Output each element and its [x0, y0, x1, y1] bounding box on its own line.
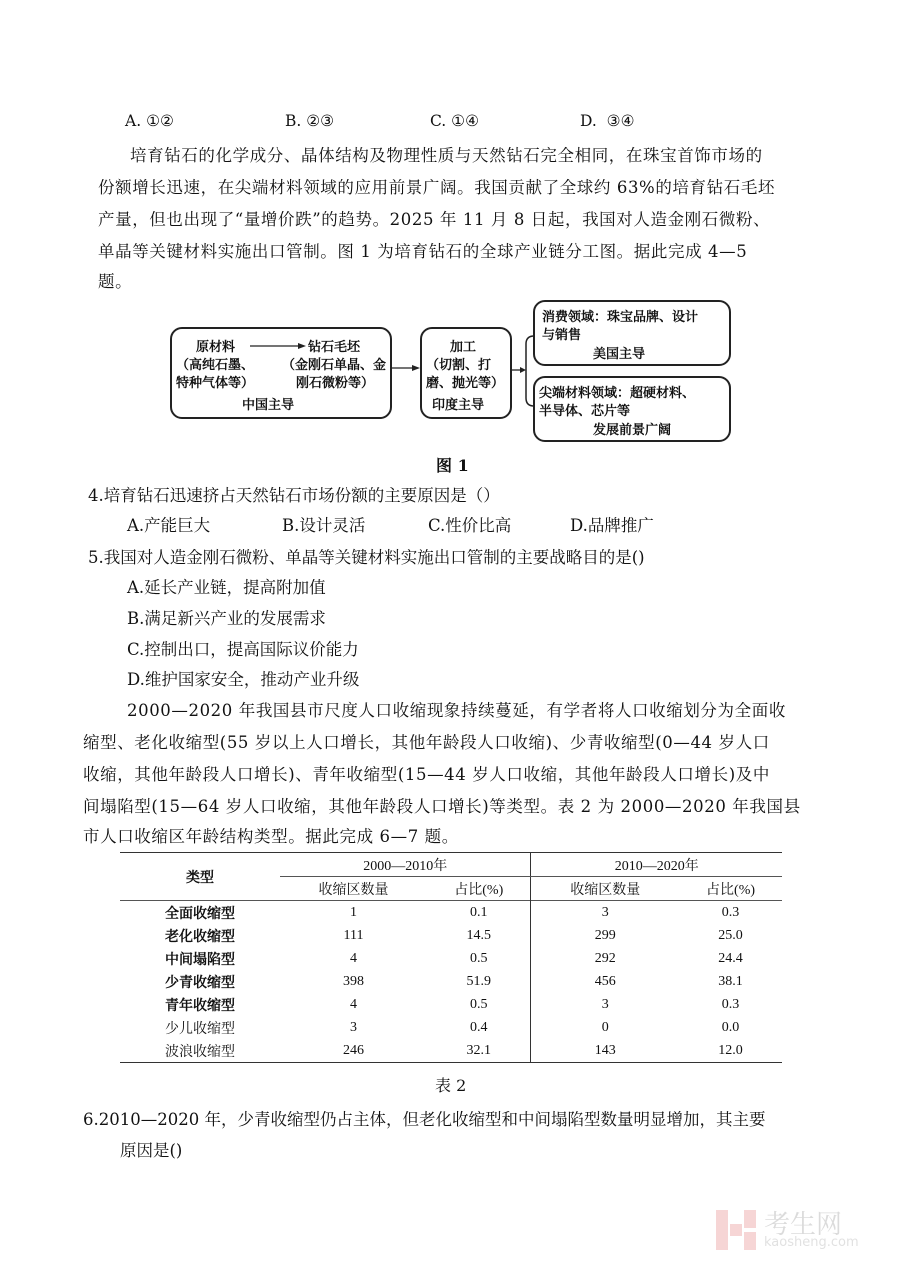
table-row: [120, 901, 782, 925]
consumer-label: 与销售: [542, 328, 582, 343]
processing-detail: 磨、抛光等）: [426, 376, 505, 391]
q3-option-d[interactable]: D. ③④: [580, 112, 635, 130]
hightech-prospect-label: 发展前景广阔: [593, 423, 672, 438]
cell-count: 292: [594, 950, 616, 966]
row-type: 波浪收缩型: [165, 1043, 235, 1060]
cell-percent: 51.9: [427, 970, 531, 993]
option-c[interactable]: C.控制出口，提高国际议价能力: [127, 640, 359, 659]
passage-line: 题。: [98, 272, 133, 291]
cell-percent: 0.5: [427, 993, 531, 1016]
cell-count: 143: [594, 1042, 616, 1058]
diamond-blank-detail: （金刚石单晶、金: [282, 358, 387, 373]
passage-line: 单晶等关键材料实施出口管制。图 1 为培育钻石的全球产业链分工图。据此完成 4—5: [98, 242, 748, 261]
table-caption: 表 2: [435, 1076, 467, 1095]
cell-percent: 0.3: [721, 904, 740, 920]
table-2: [120, 852, 782, 1063]
china-box: [170, 327, 392, 419]
watermark-text: 考生网: [764, 1210, 843, 1240]
diamond-blank-detail: 刚石微粉等）: [296, 376, 375, 391]
consumer-box: [533, 300, 731, 366]
cell-percent: 0.5: [427, 947, 531, 970]
row-type: 老化收缩型: [165, 928, 235, 945]
header-percent: 占比(%): [706, 882, 756, 898]
arrow-right-icon: [250, 342, 306, 350]
hightech-label: 半导体、芯片等: [539, 404, 631, 419]
option-d[interactable]: D.品牌推广: [570, 516, 654, 535]
branch-bracket: [510, 330, 534, 412]
cell-count: 398: [343, 973, 364, 989]
cell-count: 299: [594, 927, 616, 943]
table-row: [120, 970, 782, 993]
passage-line: 市人口收缩区年龄结构类型。据此完成 6—7 题。: [83, 827, 459, 846]
cell-count: 4: [350, 950, 357, 966]
header-type: 类型: [186, 869, 214, 886]
q3-options: [125, 112, 725, 134]
header-percent: 占比(%): [427, 877, 531, 901]
cell-percent: 14.5: [427, 924, 531, 947]
cell-percent: 0.0: [721, 1019, 740, 1035]
option-a[interactable]: A.延长产业链，提高附加值: [127, 578, 326, 597]
header-count: 收缩区数量: [318, 881, 389, 898]
processing-detail: （切割、打: [426, 358, 492, 373]
option-d[interactable]: D.维护国家安全，推动产业升级: [127, 670, 360, 689]
figure-caption: 图 1: [436, 456, 469, 475]
row-type: 青年收缩型: [165, 997, 235, 1014]
consumer-label: 消费领域：珠宝品牌、设计: [542, 310, 699, 325]
kaosheng-logo-icon: [716, 1210, 756, 1250]
q3-option-a[interactable]: A. ①②: [125, 112, 174, 130]
cell-percent: 0.4: [427, 1016, 531, 1039]
cell-count: 0: [601, 1019, 609, 1035]
question-stem: 原因是(): [120, 1141, 183, 1160]
diamond-blank-label: 钻石毛坯: [308, 340, 361, 355]
cell-percent: 32.1: [427, 1039, 531, 1063]
row-type: 少儿收缩型: [165, 1020, 235, 1037]
q3-option-c[interactable]: C. ①④: [430, 112, 479, 130]
option-b[interactable]: B.设计灵活: [282, 516, 366, 535]
row-type: 中间塌陷型: [165, 951, 235, 968]
cell-percent: 0.3: [721, 996, 740, 1012]
cell-count: 3: [601, 904, 609, 920]
hightech-label: 尖端材料领域：超硬材料、: [539, 386, 696, 401]
option-a[interactable]: A.产能巨大: [127, 516, 211, 535]
table-row: [120, 924, 782, 947]
cell-percent: 12.0: [718, 1042, 743, 1058]
header-count: 收缩区数量: [570, 881, 641, 898]
hightech-box: [533, 376, 731, 442]
cell-percent: 38.1: [718, 973, 743, 989]
cell-percent: 0.1: [427, 901, 531, 925]
question-stem: 4.培育钻石迅速挤占天然钻石市场份额的主要原因是（）: [88, 486, 500, 505]
china-lead-label: 中国主导: [242, 398, 295, 413]
option-b[interactable]: B.满足新兴产业的发展需求: [127, 609, 326, 628]
passage-line: 间塌陷型(15—64 岁人口收缩，其他年龄段人口增长)等类型。表 2 为 2000—2020 年我国县: [83, 797, 801, 816]
table-row: [120, 1039, 782, 1063]
cell-count: 1: [350, 904, 357, 920]
passage-line: 2000—2020 年我国县市尺度人口收缩现象持续蔓延，有学者将人口收缩划分为全面收: [127, 701, 786, 720]
cell-percent: 24.4: [718, 950, 743, 966]
cell-count: 3: [350, 1019, 357, 1035]
option-c[interactable]: C.性价比高: [428, 516, 512, 535]
passage-line: 产量，但也出现了“量增价跌”的趋势。2025 年 11 月 8 日起，我国对人造金刚石微粉、: [98, 210, 771, 229]
cell-count: 456: [594, 973, 616, 989]
raw-material-detail: 特种气体等）: [176, 376, 255, 391]
india-box: [420, 327, 512, 419]
processing-label: 加工: [450, 340, 477, 355]
raw-material-label: 原材料: [196, 340, 236, 355]
cell-percent: 25.0: [718, 927, 743, 943]
india-lead-label: 印度主导: [432, 398, 485, 413]
row-type: 少青收缩型: [165, 974, 235, 991]
passage-line: 份额增长迅速，在尖端材料领域的应用前景广阔。我国贡献了全球约 63%的培育钻石毛坯: [98, 178, 776, 197]
q3-option-b[interactable]: B. ②③: [285, 112, 335, 130]
row-type: 全面收缩型: [165, 905, 235, 922]
passage-line: 培育钻石的化学成分、晶体结构及物理性质与天然钻石完全相同，在珠宝首饰市场的: [130, 146, 763, 165]
table-row: [120, 1016, 782, 1039]
cell-count: 4: [350, 996, 357, 1012]
table-row: [120, 947, 782, 970]
table-row: [120, 993, 782, 1016]
cell-count: 3: [601, 996, 609, 1012]
question-stem: 5.我国对人造金刚石微粉、单晶等关键材料实施出口管制的主要战略目的是(): [88, 548, 645, 567]
question-stem: 6.2010—2020 年，少青收缩型仍占主体，但老化收缩型和中间塌陷型数量明显增加，其主要: [83, 1110, 766, 1129]
usa-lead-label: 美国主导: [593, 347, 646, 362]
header-period-2: 2010—2020年: [531, 853, 782, 877]
passage-line: 缩型、老化收缩型(55 岁以上人口增长，其他年龄段人口收缩)、少青收缩型(0—44 岁人口: [83, 733, 770, 752]
raw-material-detail: （高纯石墨、: [176, 358, 255, 373]
watermark-url: kaosheng.com: [764, 1235, 859, 1250]
passage-line: 收缩，其他年龄段人口增长)、青年收缩型(15—44 岁人口收缩，其他年龄段人口增长)及中: [83, 765, 770, 784]
arrow-right-icon: [390, 364, 420, 372]
cell-count: 111: [343, 927, 364, 943]
cell-count: 246: [343, 1042, 364, 1058]
header-period-1: 2000—2010年: [280, 853, 531, 877]
